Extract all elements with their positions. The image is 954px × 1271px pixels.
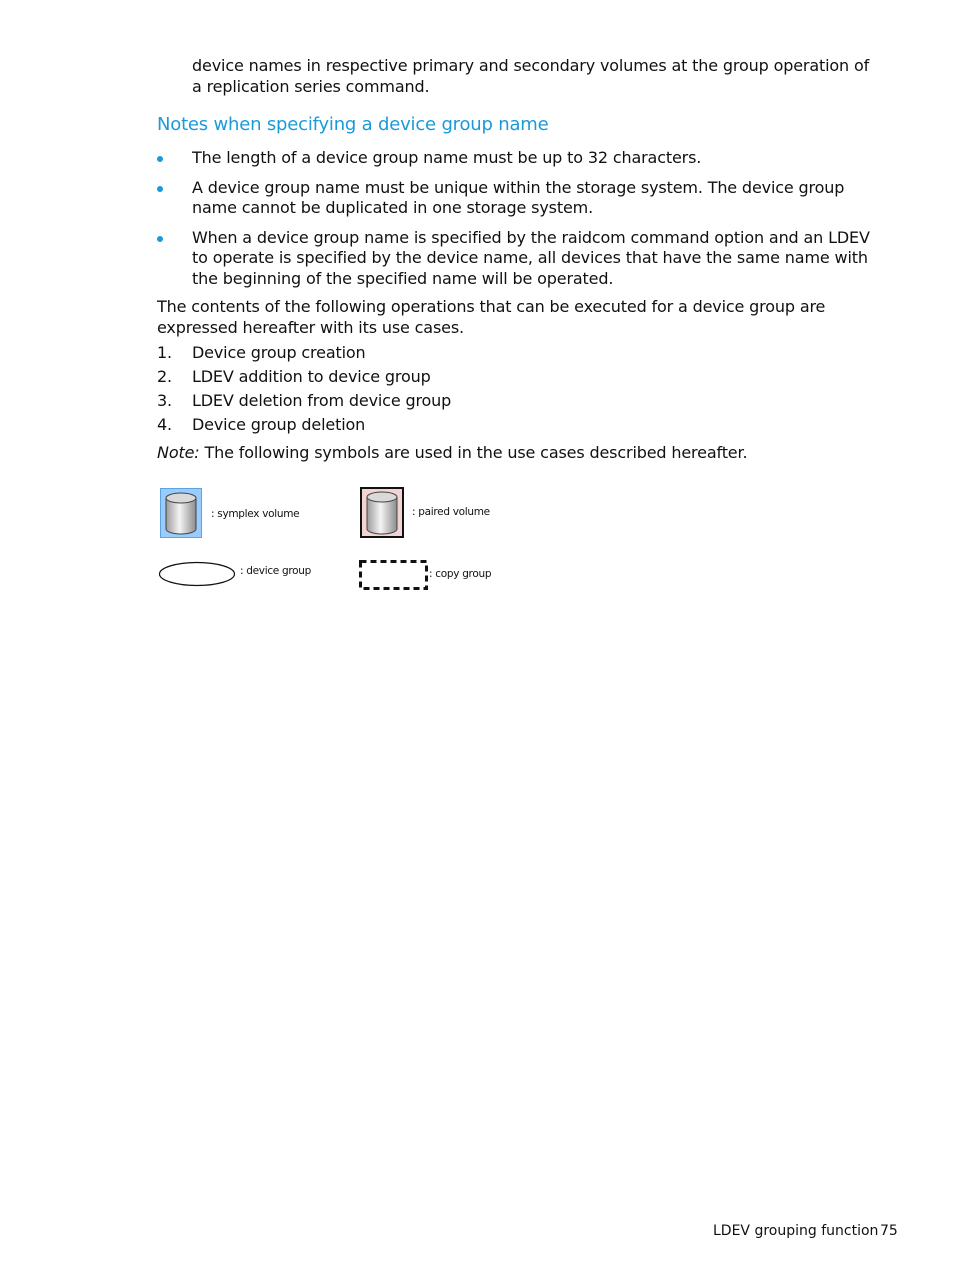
symplex-volume-icon (160, 488, 202, 538)
step-number: 1. (157, 343, 172, 362)
bullet-item (157, 178, 887, 219)
step-text: Device group creation (192, 343, 366, 362)
list-item (157, 367, 857, 391)
bullet-text: The length of a device group name must be up to 32 characters. (192, 148, 702, 167)
bullet-item (157, 148, 887, 169)
paired-volume-icon (360, 487, 404, 538)
bullet-dot-icon (157, 236, 163, 242)
intro-paragraph: The contents of the following operations that can be executed for a device group are expressed hereafter with its use cases. (157, 297, 826, 337)
step-number: 3. (157, 391, 172, 410)
bullet-dot-icon (157, 156, 163, 162)
footer-section-title: LDEV grouping function (713, 1223, 879, 1239)
step-text: Device group deletion (192, 415, 366, 434)
step-text: LDEV deletion from device group (192, 391, 452, 410)
note-text: The following symbols are used in the use cases described hereafter. (199, 443, 748, 462)
note-paragraph (157, 443, 887, 464)
note-label: Note: (157, 443, 200, 462)
device-group-label: : device group (240, 565, 311, 577)
step-text: LDEV addition to device group (192, 367, 431, 386)
page-number: 75 (880, 1223, 898, 1239)
step-number: 2. (157, 367, 172, 386)
paired-volume-label: : paired volume (412, 506, 490, 518)
list-item (157, 343, 857, 367)
bullet-item (157, 228, 887, 290)
list-item (157, 415, 857, 439)
section-heading: Notes when specifying a device group name (157, 114, 549, 135)
bullet-text: When a device group name is specified by the raidcom command option and an LDEV to operate is specified by the device name, all devices that have the same name with the beginning of the specified name will be operated. (192, 227, 870, 288)
list-item (157, 391, 857, 415)
bullet-dot-icon (157, 186, 163, 192)
copy-group-icon (359, 560, 429, 591)
symplex-volume-label: : symplex volume (211, 508, 300, 520)
continuation-paragraph: device names in respective primary and secondary volumes at the group operation of a replication series command. (192, 56, 870, 96)
bullet-text: A device group name must be unique within the storage system. The device group name cannot be duplicated in one storage system. (192, 177, 845, 217)
notes-bullet-list (157, 148, 887, 298)
device-group-icon (158, 561, 236, 587)
copy-group-label: : copy group (429, 568, 492, 580)
operations-list (157, 343, 857, 439)
step-number: 4. (157, 415, 172, 434)
